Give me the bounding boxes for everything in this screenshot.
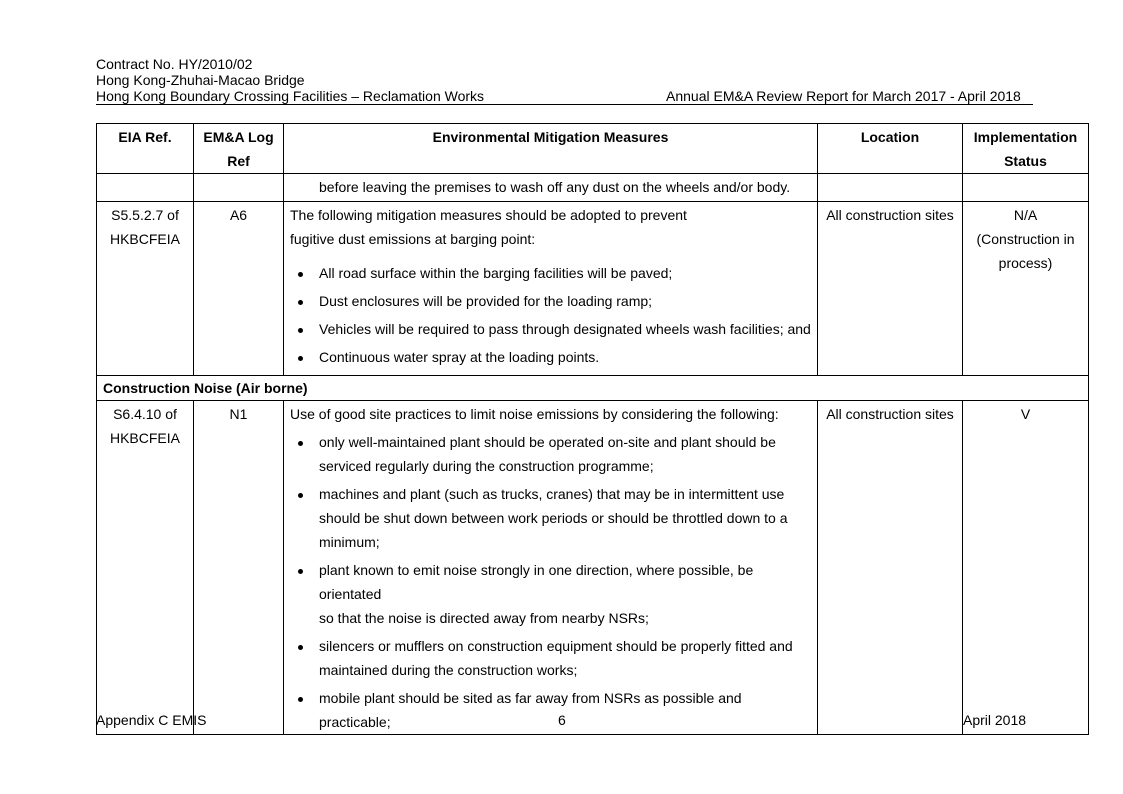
bullet-icon	[298, 441, 303, 446]
list-item: silencers or mufflers on construction equipment should be properly fitted and maintained during the construction works;	[290, 634, 811, 682]
status-cell: N/A (Construction in process)	[963, 202, 1089, 376]
col-header-measures: Environmental Mitigation Measures	[284, 124, 818, 174]
table-row	[97, 202, 1089, 376]
emis-table	[96, 123, 1089, 735]
bullet-icon	[298, 300, 303, 305]
list-item: plant known to emit noise strongly in one direction, where possible, be orientated so that the noise is directed away from nearby NSRs;	[290, 558, 811, 630]
page-number: 6	[558, 712, 566, 728]
section-heading-row	[97, 376, 1089, 401]
measures-cell: The following mitigation measures should be adopted to prevent fugitive dust emissions at barging point: All road surface within the barging facilities will be paved; Dust enclosures will be provided for the loading ramp; Vehicles will be required to pass through designated wheels wash facilities; and Continuous water spray at the loading points.	[284, 202, 818, 376]
contract-number: Contract No. HY/2010/02	[96, 56, 253, 72]
measures-list	[290, 430, 811, 734]
log-ref-cell: N1	[194, 401, 284, 735]
col-header-ema-log-ref: EM&A Log Ref	[194, 124, 284, 174]
location-cell: All construction sites	[818, 202, 963, 376]
table-row	[97, 401, 1089, 735]
measures-cell: Use of good site practices to limit noise emissions by considering the following: only well-maintained plant should be operated on-site and plant should be serviced regularly during the construction programme; machines and plant (such as trucks, cranes) that may be in intermittent use should be shut down between work periods or should be throttled down to a minimum; plant known to emit noise strongly in one direction, where possible, be orientated so that the noise is directed away from nearby NSRs; silencers or mufflers on construction equipment should be properly fitted and maintained during the construction works; mobile plant should be sited as far away from NSRs as possible and practicable;	[284, 401, 818, 735]
list-item: mobile plant should be sited as far away from NSRs as possible and practicable;	[290, 686, 811, 734]
project-name: Hong Kong-Zhuhai-Macao Bridge	[96, 72, 305, 88]
col-header-eia-ref: EIA Ref.	[97, 124, 194, 174]
footer-appendix: Appendix C EMIS	[96, 712, 207, 728]
report-title: Annual EM&A Review Report for March 2017 - April 2018	[666, 88, 1021, 104]
bullet-icon	[298, 272, 303, 277]
status-cell: V	[963, 401, 1089, 735]
contract-header	[96, 56, 484, 104]
list-item: Dust enclosures will be provided for the loading ramp;	[290, 289, 811, 313]
table-row	[97, 174, 1089, 202]
location-cell: All construction sites	[818, 401, 963, 735]
eia-ref-cell: S5.5.2.7 of HKBCFEIA	[97, 202, 194, 376]
table-header-row	[97, 124, 1089, 174]
bullet-icon	[298, 356, 303, 361]
bullet-icon	[298, 328, 303, 333]
section-heading: Construction Noise (Air borne)	[97, 376, 1089, 401]
col-header-location: Location	[818, 124, 963, 174]
bullet-icon	[298, 569, 303, 574]
header-divider	[96, 104, 1033, 105]
measure-continuation: before leaving the premises to wash off any dust on the wheels and/or body.	[284, 174, 818, 202]
list-item: Vehicles will be required to pass through designated wheels wash facilities; and	[290, 317, 811, 341]
list-item: Continuous water spray at the loading points.	[290, 345, 811, 369]
col-header-status: Implementation Status	[963, 124, 1089, 174]
bullet-icon	[298, 697, 303, 702]
log-ref-cell: A6	[194, 202, 284, 376]
works-name: Hong Kong Boundary Crossing Facilities – Reclamation Works	[96, 88, 485, 104]
list-item: All road surface within the barging facilities will be paved;	[290, 261, 811, 285]
bullet-icon	[298, 645, 303, 650]
eia-ref-cell: S6.4.10 of HKBCFEIA	[97, 401, 194, 735]
measures-list	[290, 261, 811, 369]
list-item: machines and plant (such as trucks, cranes) that may be in intermittent use should be shut down between work periods or should be throttled down to a minimum;	[290, 482, 811, 554]
footer-date: April 2018	[963, 712, 1027, 728]
bullet-icon	[298, 493, 303, 498]
list-item: only well-maintained plant should be operated on-site and plant should be serviced regularly during the construction programme;	[290, 430, 811, 478]
